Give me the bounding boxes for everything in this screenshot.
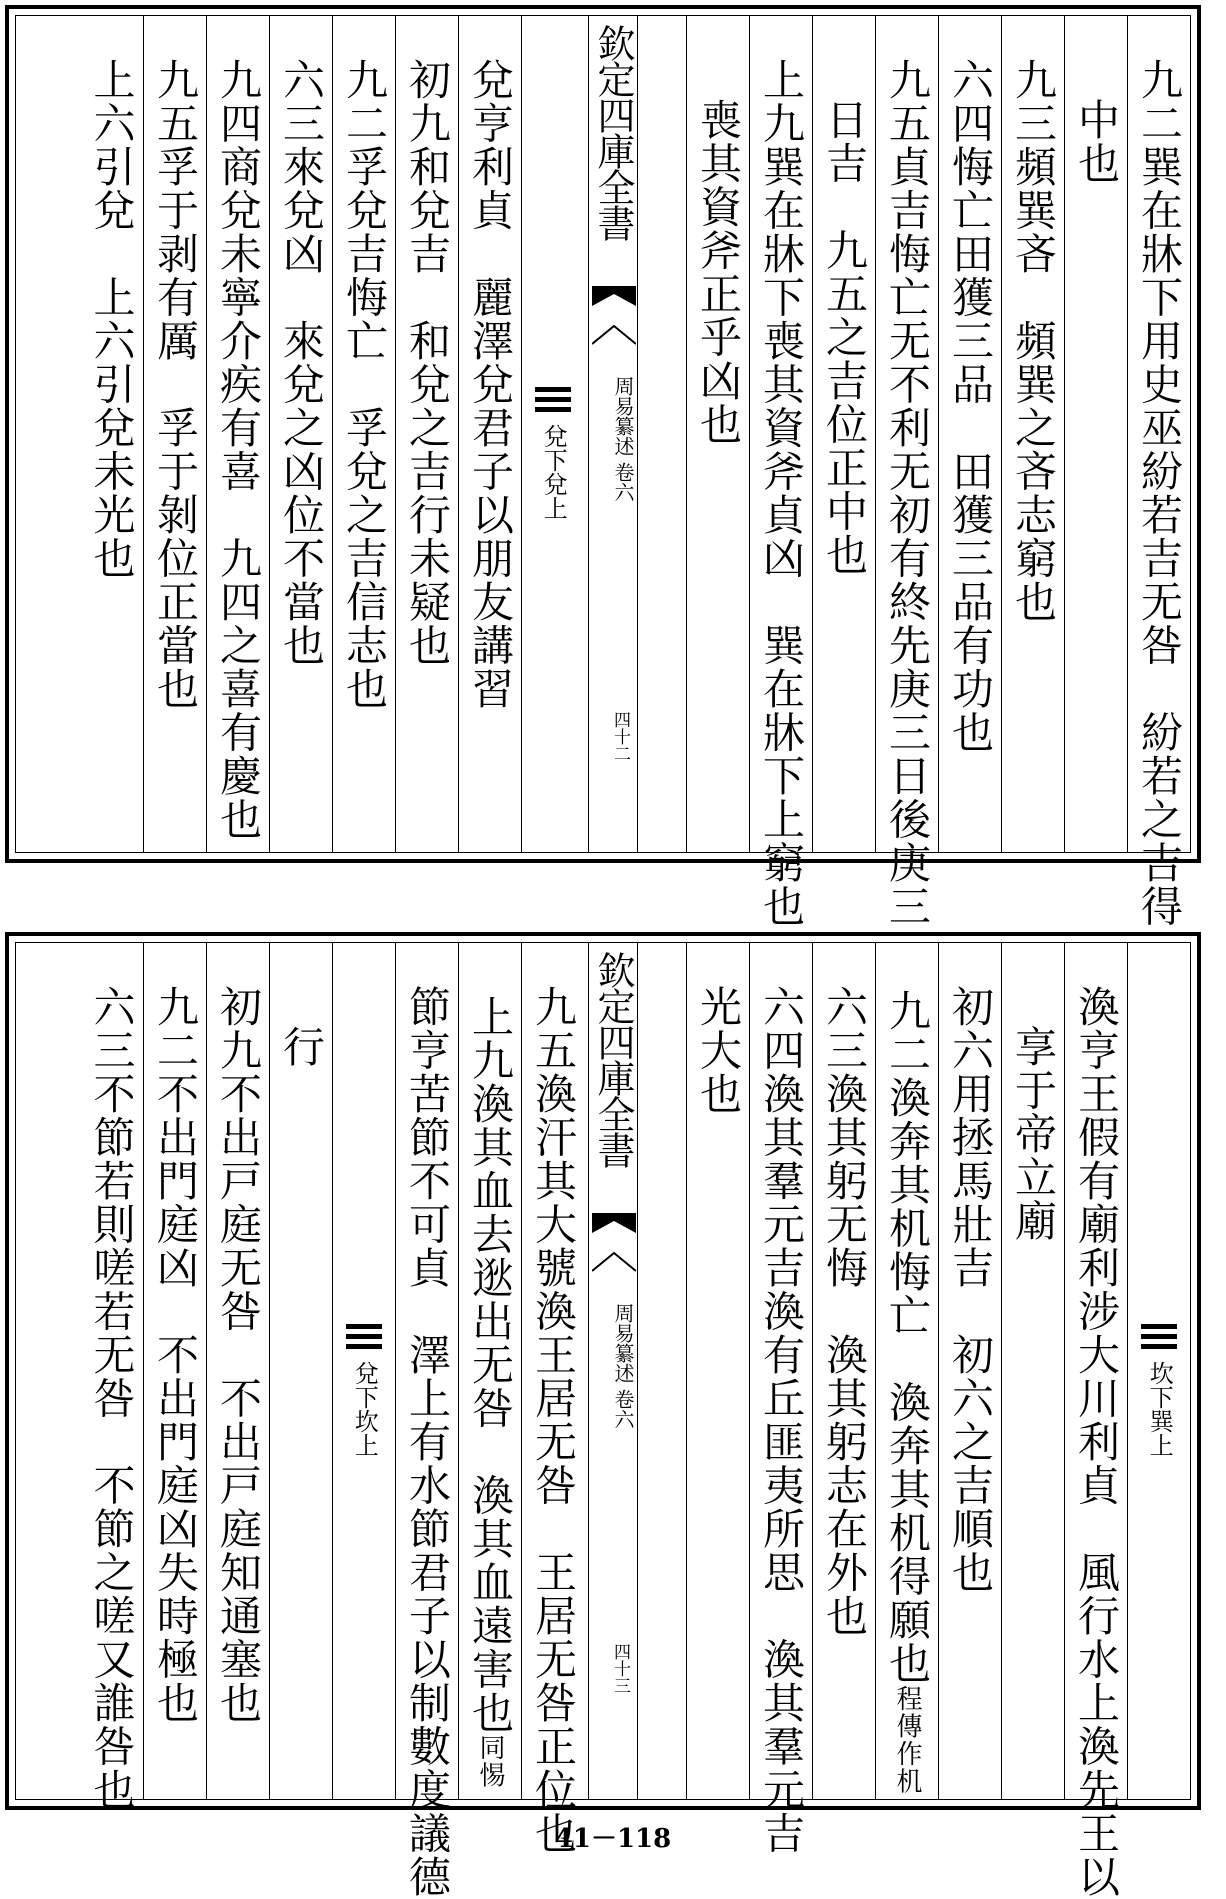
text-column: 初九不出戸庭无咎 不出戸庭知通塞也	[206, 943, 269, 1799]
hexagram-column	[332, 943, 395, 1799]
text-column: 九三頻巽吝 頻巽之吝志窮也	[1001, 16, 1064, 852]
hexagram-names: 兌下兌上	[539, 423, 568, 520]
folio-number: 41－118	[554, 1824, 672, 1854]
fish-tail-mark	[592, 286, 636, 346]
text-column: 節亨苦節不可貞 澤上有水節君子以制數度議德	[395, 943, 458, 1799]
hexagram-huan-icon	[1141, 1324, 1177, 1349]
text-column: 九二不出門庭凶 不出門庭凶失時極也	[143, 943, 206, 1799]
hexagram-dui-icon	[535, 387, 571, 412]
text-column: 九二渙奔其机悔亡 渙奔其机得願也 程傳作机	[875, 943, 938, 1799]
book-spine	[588, 943, 638, 1799]
hexagram-column	[1127, 943, 1190, 1799]
book-title: 周易纂述	[611, 376, 635, 456]
top-left-half	[16, 16, 584, 852]
hexagram-names: 坎下巽上	[1145, 1360, 1174, 1457]
text-column: 九五貞吉悔亡无不利无初有終先庚三日後庚三	[875, 16, 938, 852]
bottom-left-half	[16, 943, 584, 1899]
book-spine	[588, 16, 638, 852]
text-column: 九五渙汗其大號渙王居无咎 王居无咎正位也	[521, 943, 584, 1799]
text-column: 渙亨王假有廟利涉大川利貞 風行水上渙先王以	[1064, 943, 1127, 1799]
text-column: 享于帝立廟	[1001, 943, 1064, 1799]
text-column: 初九和兌吉 和兌之吉行未疑也	[395, 16, 458, 852]
text-column: 中也	[1064, 16, 1127, 852]
book-title: 周易纂述	[611, 1303, 635, 1383]
top-right-half	[610, 16, 1190, 928]
text-column: 九二巽在牀下用史巫紛若吉无咎 紛若之吉得	[1127, 16, 1190, 852]
text-column: 六四悔亡田獲三品 田獲三品有功也	[938, 16, 1001, 852]
page-number: 四十三	[610, 1643, 630, 1694]
text-column: 六三渙其躬无悔 渙其躬志在外也	[812, 943, 875, 1799]
volume-label: 卷六	[611, 462, 635, 503]
text-column: 初六用拯馬壯吉 初六之吉順也	[938, 943, 1001, 1799]
collection-title: 欽定四庫全書	[591, 24, 635, 240]
hexagram-jie-icon	[346, 1324, 382, 1349]
text-column: 喪其資斧正乎凶也	[686, 16, 749, 852]
volume-label: 卷六	[611, 1389, 635, 1430]
text-column: 行	[269, 943, 332, 1799]
fish-tail-mark	[592, 1213, 636, 1273]
text-column: 兌亨利貞 麗澤兌君子以朋友講習	[458, 16, 521, 852]
text-column: 光大也	[686, 943, 749, 1799]
page-number: 四十二	[610, 711, 630, 762]
annotation-note: 同惕	[475, 1734, 505, 1790]
text-column: 六四渙其羣元吉渙有丘匪夷所思 渙其羣元吉	[749, 943, 812, 1799]
text-column: 上九渙其血去逖出无咎 渙其血遠害也 同惕	[458, 943, 521, 1799]
hexagram-names: 兌下坎上	[350, 1360, 379, 1457]
collection-title: 欽定四庫全書	[591, 951, 635, 1167]
text-column: 九五孚于剥有厲 孚于剝位正當也	[143, 16, 206, 852]
text-column: 九二孚兌吉悔亡 孚兌之吉信志也	[332, 16, 395, 852]
top-page	[5, 5, 1201, 928]
hexagram-column	[521, 16, 584, 852]
text-column: 上九巽在牀下喪其資斧貞凶 巽在牀下上窮也	[749, 16, 812, 852]
text-column: 六三來兌凶 來兌之凶位不當也	[269, 16, 332, 852]
text-column: 上六引兌 上六引兌未光也	[87, 58, 137, 580]
annotation-note: 程傳作机	[892, 1685, 922, 1795]
text-column: 九四商兌未寧介疾有喜 九四之喜有慶也	[206, 16, 269, 852]
text-column: 六三不節若則嗟若无咎 不節之嗟又誰咎也	[87, 985, 137, 1812]
text-column: 日吉 九五之吉位正中也	[812, 16, 875, 852]
